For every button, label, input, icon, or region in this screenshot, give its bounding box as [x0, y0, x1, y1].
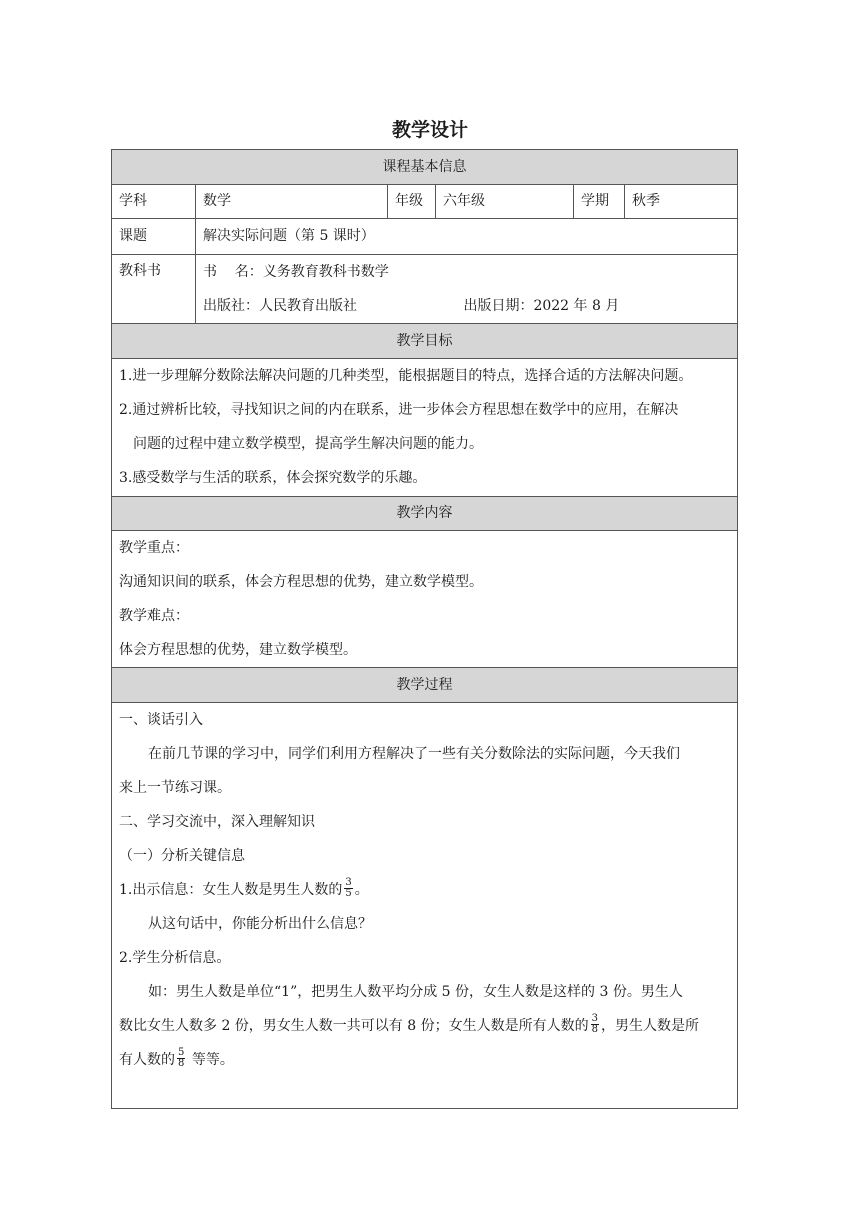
- fraction-numerator: 3: [345, 876, 352, 888]
- step-1-line: [119, 873, 730, 907]
- example-line-2-text-a: 数比女生人数多 2 份，男女生人数一共可以有 8 份；女生人数是所有人数的: [119, 1018, 589, 1034]
- publisher-label: 出版社：: [203, 298, 259, 314]
- grade-label: 年级: [388, 185, 436, 219]
- subsection-1-title: （一）分析关键信息: [119, 848, 245, 864]
- book-name-label: 书 名：: [203, 264, 263, 280]
- term-label: 学期: [574, 185, 625, 219]
- pub-date: 2022 年 8 月: [533, 298, 620, 314]
- topic-value: 解决实际问题（第 5 课时）: [196, 219, 738, 255]
- pub-date-label: 出版日期：: [463, 298, 534, 314]
- pub-date-group: [463, 289, 619, 323]
- key-points-label: 教学重点：: [119, 540, 189, 556]
- fraction-numerator: 5: [178, 1046, 185, 1058]
- publisher: 人民教育出版社: [259, 298, 357, 314]
- textbook-label: 教科书: [112, 255, 196, 324]
- book-name: 义务教育教科书数学: [262, 264, 389, 280]
- example-line-3: [119, 1043, 730, 1077]
- example-line-2-text-b: ，男生人数是所: [601, 1018, 699, 1034]
- objective-item-2-line1: 2.通过辨析比较，寻找知识之间的内在联系，进一步体会方程思想在数学中的应用，在解决: [119, 402, 679, 418]
- objectives-header: 教学目标: [112, 324, 738, 359]
- section-1-paragraph-line1: 在前几节课的学习中，同学们利用方程解决了一些有关分数除法的实际问题，今天我们: [148, 746, 680, 762]
- content-header: 教学内容: [112, 497, 738, 531]
- section-1-title: 一、谈话引入: [119, 712, 203, 728]
- step-1-end: 。: [354, 882, 369, 898]
- section-1-paragraph-line2: 来上一节练习课。: [119, 780, 231, 796]
- process-body: [112, 703, 738, 1109]
- subject-label: 学科: [112, 185, 196, 219]
- publisher-line: [203, 289, 730, 323]
- step-2-line: 2.学生分析信息。: [119, 950, 231, 966]
- document-title: 教学设计: [391, 119, 468, 141]
- fraction-three-eighths: [591, 1014, 599, 1035]
- fraction-numerator: 3: [591, 1012, 598, 1024]
- fraction-three-fifths: [344, 878, 352, 899]
- process-header: 教学过程: [112, 668, 738, 703]
- example-line-3-text-a: 有人数的: [119, 1052, 175, 1068]
- difficulty-label: 教学难点：: [119, 608, 189, 624]
- term-value: 秋季: [625, 185, 738, 219]
- lesson-plan-table: [111, 149, 738, 1109]
- example-line-1: 如：男生人数是单位“1”，把男生人数平均分成 5 份，女生人数是这样的 3 份。男生人: [148, 984, 683, 1000]
- textbook-info: [196, 255, 738, 324]
- topic-label: 课题: [112, 219, 196, 255]
- objective-item-2-line2: 问题的过程中建立数学模型，提高学生解决问题的能力。: [133, 436, 483, 452]
- grade-value: 六年级: [436, 185, 574, 219]
- content-body: [112, 531, 738, 668]
- question-line: 从这句话中，你能分析出什么信息？: [148, 916, 372, 932]
- difficulty-text: 体会方程思想的优势，建立数学模型。: [119, 642, 357, 658]
- objective-item-3: 3.感受数学与生活的联系，体会探究数学的乐趣。: [119, 470, 427, 486]
- book-name-line: [203, 255, 730, 289]
- example-line-2: [119, 1009, 730, 1043]
- fraction-denominator: 5: [345, 887, 352, 899]
- subject-value: 数学: [196, 185, 388, 219]
- basic-info-header: 课程基本信息: [112, 150, 738, 185]
- step-1-text: 1.出示信息：女生人数是男生人数的: [119, 882, 343, 898]
- objectives-body: [112, 359, 738, 497]
- key-points-text: 沟通知识间的联系，体会方程思想的优势，建立数学模型。: [119, 574, 483, 590]
- fraction-five-eighths: [177, 1048, 185, 1069]
- objective-item-1: 1.进一步理解分数除法解决问题的几种类型，能根据题目的特点，选择合适的方法解决问题。: [119, 368, 693, 384]
- fraction-denominator: 8: [591, 1023, 598, 1035]
- section-2-title: 二、学习交流中，深入理解知识: [119, 814, 315, 830]
- example-line-3-text-b: 等等。: [187, 1052, 234, 1068]
- fraction-denominator: 8: [178, 1057, 185, 1069]
